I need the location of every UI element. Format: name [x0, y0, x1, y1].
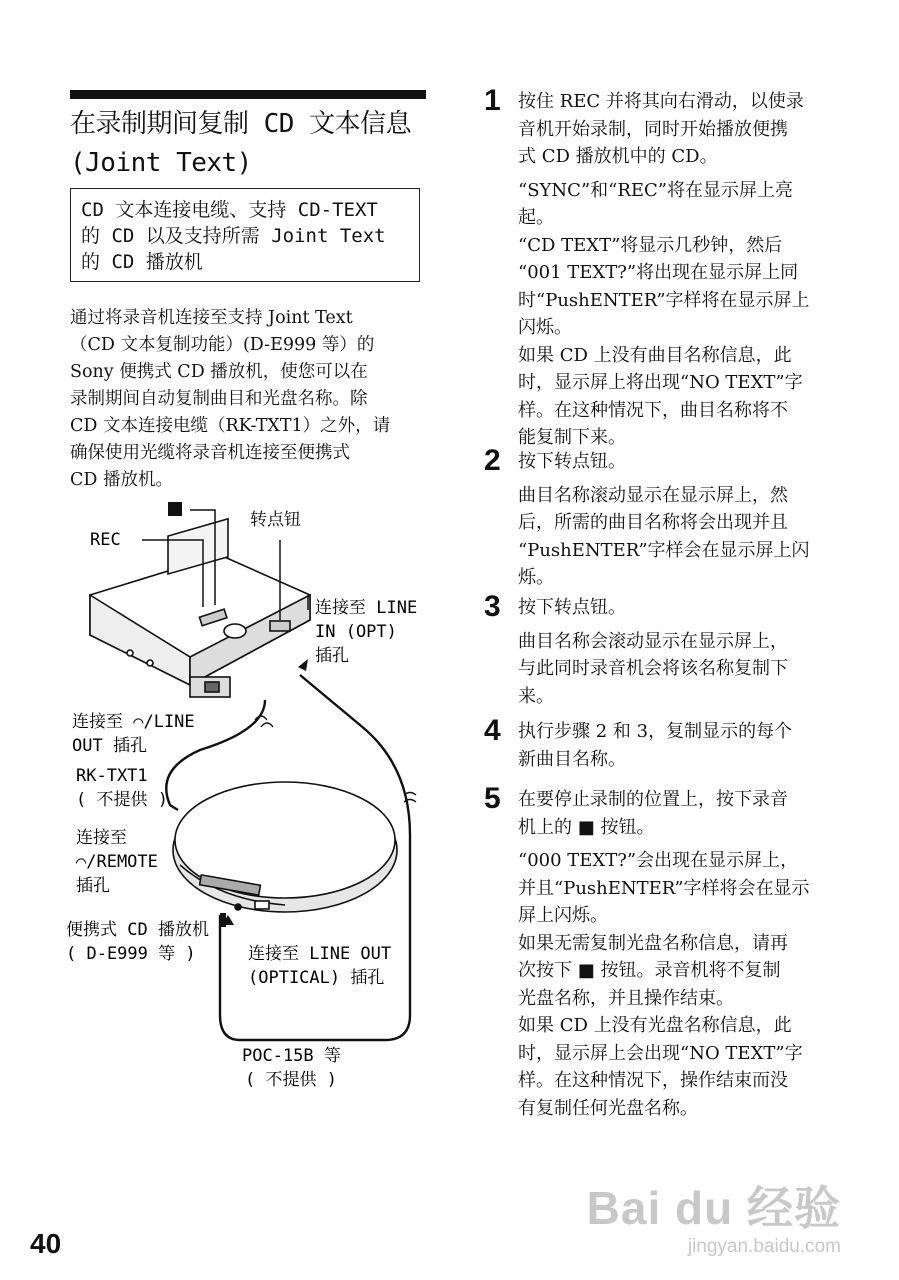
- step-line: 执行步骤 2 和 3，复制显示的每个: [518, 721, 793, 742]
- step-2: [484, 444, 844, 592]
- intro-line: CD 播放机。: [70, 470, 173, 490]
- label-player-2: ( D-E999 等 ): [66, 944, 196, 964]
- step-line: 按住 REC 并将其向右滑动，以使录: [518, 91, 804, 112]
- step-line: 按下转点钮。: [518, 451, 626, 472]
- connection-diagram: [60, 495, 440, 1095]
- stop-button-icon: [168, 502, 182, 516]
- baidu-watermark: [587, 1172, 841, 1258]
- title-line-2: (Joint Text): [70, 148, 252, 178]
- step-main-text: [518, 448, 844, 476]
- step-note: [518, 342, 844, 452]
- step-line: 在要停止录制的位置上，按下录音: [518, 789, 788, 810]
- note-line: “SYNC”和“REC”将在显示屏上亮: [518, 179, 794, 201]
- note-line: 如果 CD 上没有曲目名称信息，此: [518, 344, 792, 366]
- note-line: 光盘名称，并且操作结束。: [518, 987, 734, 1009]
- md-recorder-illustration: [90, 519, 310, 697]
- step-line: 按下转点钮。: [518, 597, 626, 618]
- watermark-brand: Bai du 经验: [586, 1182, 841, 1234]
- note-line: 烁。: [518, 567, 554, 588]
- note-line: “001 TEXT?”将出现在显示屏上同: [518, 262, 799, 283]
- intro-line: 录制期间自动复制曲目和光盘名称。除: [70, 389, 368, 409]
- label-remote-3: 插孔: [76, 876, 110, 896]
- step-number: 5: [484, 782, 501, 815]
- note-line: 如果无需复制光盘名称信息，请再: [518, 932, 788, 954]
- watermark-url: jingyan.baidu.com: [687, 1236, 841, 1257]
- intro-line: （CD 文本复制功能）(D-E999 等）的: [70, 335, 375, 355]
- requirements-box: [70, 188, 420, 282]
- step-number: 4: [484, 714, 501, 747]
- note-line: 样。在这种情况下，操作结束而没: [518, 1070, 788, 1091]
- intro-line: CD 文本连接电缆（RK-TXT1）之外，请: [70, 416, 391, 436]
- page-number: 40: [30, 1228, 62, 1259]
- label-player-1: 便携式 CD 播放机: [66, 920, 209, 940]
- step-main-text: [518, 594, 844, 622]
- step-note: [518, 628, 844, 711]
- step-note: [518, 482, 844, 592]
- intro-line: Sony 便携式 CD 播放机，使您可以在: [70, 362, 368, 382]
- label-remote-2: ⌒/REMOTE: [76, 852, 158, 872]
- requirements-line: CD 文本连接电缆、支持 CD-TEXT: [81, 199, 378, 221]
- label-poc-2: ( 不提供 ): [245, 1070, 337, 1090]
- label-optical-1: 连接至 LINE OUT: [248, 944, 392, 964]
- intro-line: 确保使用光缆将录音机连接至便携式: [70, 443, 350, 463]
- note-line: 起。: [518, 207, 554, 228]
- requirements-line: 的 CD 播放机: [81, 251, 203, 273]
- step-number: 1: [484, 84, 501, 117]
- title-line-1: 在录制期间复制 CD 文本信息: [70, 109, 412, 139]
- label-line-in-2: IN (OPT): [315, 622, 397, 642]
- step-main-text: [518, 88, 844, 171]
- note-line: 后，所需的曲目名称将会出现并且: [518, 512, 788, 533]
- note-line: 曲目名称滚动显示在显示屏上，然: [518, 484, 788, 506]
- intro-line: 通过将录音机连接至支持 Joint Text: [70, 308, 353, 328]
- step-line: 音机开始录制，同时开始播放便携: [518, 118, 788, 140]
- step-note: [518, 1012, 844, 1122]
- step-4: [484, 714, 844, 773]
- note-line: 屏上闪烁。: [518, 905, 608, 926]
- intro-paragraph: [70, 305, 430, 494]
- note-line: 时，显示屏上会出现“NO TEXT”字: [518, 1042, 803, 1064]
- step-number: 2: [484, 444, 501, 477]
- step-number: 3: [484, 590, 501, 623]
- note-line: 来。: [518, 685, 554, 707]
- step-1: [484, 84, 844, 452]
- label-poc-1: POC-15B 等: [242, 1046, 341, 1066]
- step-5: [484, 782, 844, 1122]
- step-3: [484, 590, 844, 710]
- note-line: 能复制下来。: [518, 427, 626, 448]
- note-line: “CD TEXT”将显示几秒钟，然后: [518, 234, 783, 256]
- note-line: 次按下 ■ 按钮。录音机将不复制: [518, 960, 781, 981]
- note-line: “PushENTER”字样会在显示屏上闪: [518, 539, 810, 561]
- requirements-line: 的 CD 以及支持所需 Joint Text: [81, 225, 386, 247]
- label-optical-2: (OPTICAL) 插孔: [248, 968, 385, 988]
- label-line-out-1: 连接至 ⌒/LINE: [72, 712, 195, 732]
- note-line: 与此同时录音机会将该名称复制下: [518, 658, 788, 679]
- label-line-out-2: OUT 插孔: [72, 736, 147, 756]
- label-jog-lever: 转点钮: [250, 510, 301, 530]
- label-line-in-3: 插孔: [315, 646, 349, 666]
- label-cable-2: ( 不提供 ): [76, 790, 168, 810]
- step-note: [518, 930, 844, 1013]
- step-line: 新曲目名称。: [518, 748, 626, 770]
- note-line: 闪烁。: [518, 317, 572, 338]
- label-line-in-1: 连接至 LINE: [315, 598, 418, 618]
- step-note: [518, 232, 844, 342]
- section-title-bar: [70, 90, 426, 99]
- label-cable-1: RK-TXT1: [76, 766, 148, 786]
- note-line: 时“PushENTER”字样将在显示屏上: [518, 289, 810, 311]
- step-note: [518, 847, 844, 930]
- step-line: 式 CD 播放机中的 CD。: [518, 146, 718, 167]
- note-line: 如果 CD 上没有光盘名称信息，此: [518, 1015, 792, 1036]
- step-main-text: [518, 786, 844, 841]
- cd-player-illustration: [173, 782, 397, 912]
- label-rec: REC: [90, 530, 121, 550]
- section-title: [70, 105, 430, 183]
- note-line: 有复制任何光盘名称。: [518, 1097, 698, 1119]
- note-line: “000 TEXT?”会出现在显示屏上，: [518, 850, 799, 871]
- step-main-text: [518, 718, 844, 773]
- note-line: 样。在这种情况下，曲目名称将不: [518, 399, 788, 421]
- step-line: 机上的 ■ 按钮。: [518, 816, 655, 838]
- label-remote-1: 连接至: [76, 828, 127, 848]
- step-note: [518, 177, 844, 232]
- note-line: 并且“PushENTER”字样将会在显示: [518, 877, 810, 899]
- note-line: 时，显示屏上将出现“NO TEXT”字: [518, 372, 803, 393]
- note-line: 曲目名称会滚动显示在显示屏上，: [518, 630, 788, 652]
